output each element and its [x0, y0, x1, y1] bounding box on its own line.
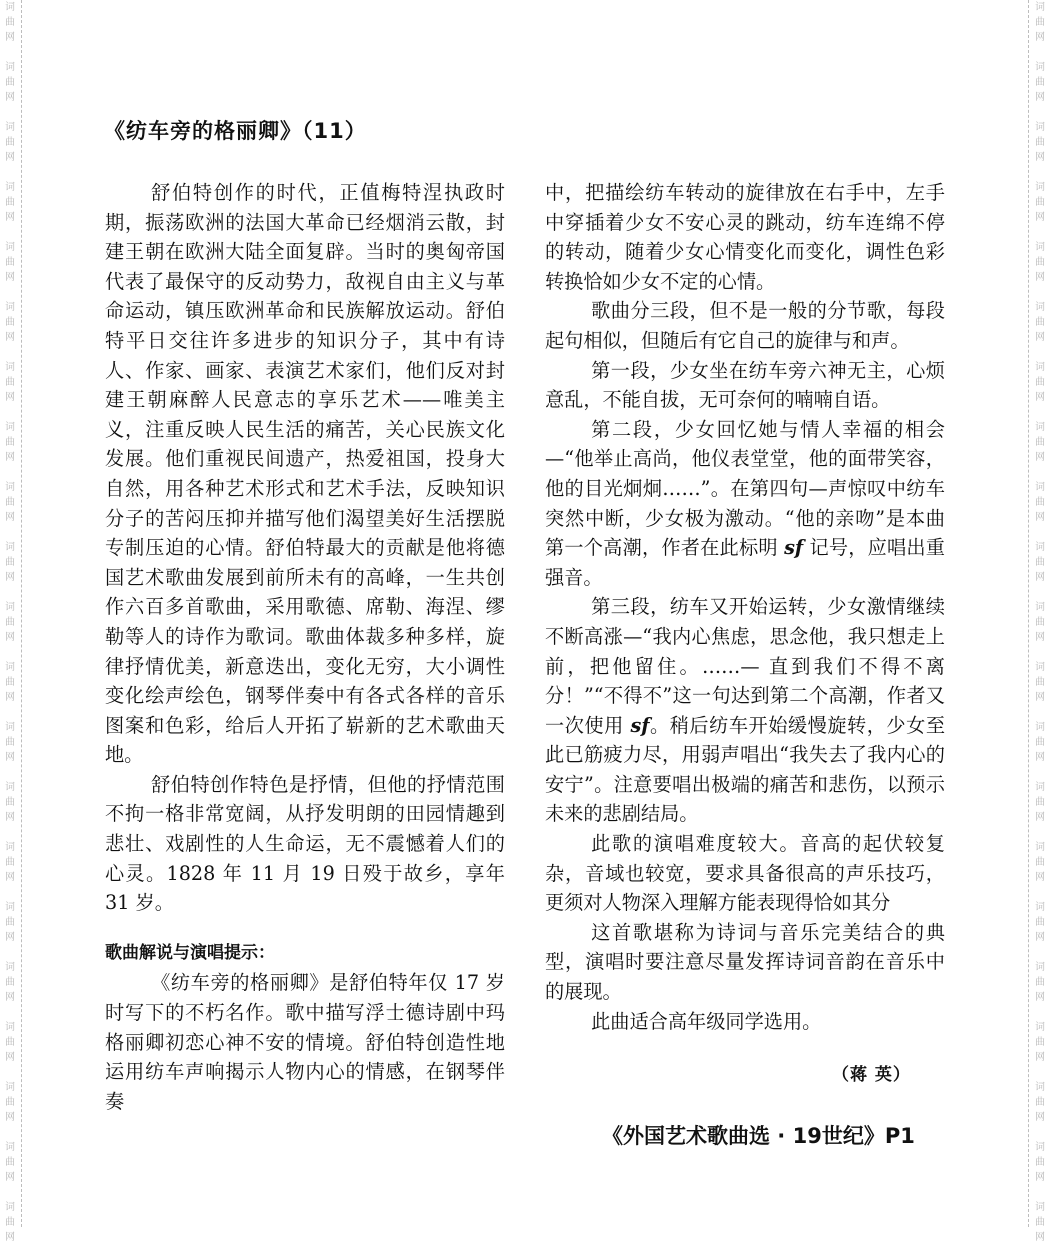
paragraph-difficulty: 此歌的演唱难度较大。音高的起伏较复杂，音域也较宽，要求具备很高的声乐技巧，更须对人物深入理解方能表现得恰如其分: [545, 832, 945, 915]
watermark-char: 曲: [1035, 857, 1045, 868]
watermark-char: 词: [5, 362, 15, 373]
watermark-item: [1032, 300, 1048, 345]
watermark-char: 网: [5, 1112, 15, 1123]
watermark-item: [2, 60, 18, 105]
watermark-char: 曲: [5, 917, 15, 928]
watermark-char: 词: [5, 1082, 15, 1093]
paragraph-section-one: 第一段，少女坐在纺车旁六神无主，心烦意乱，不能自拔，无可奈何的喃喃自语。: [545, 358, 945, 412]
watermark-char: 网: [1035, 932, 1045, 943]
watermark-char: 网: [1035, 1052, 1045, 1063]
watermark-char: 网: [5, 692, 15, 703]
watermark-item: [2, 1200, 18, 1245]
watermark-char: 曲: [5, 77, 15, 88]
watermark-char: 词: [5, 542, 15, 553]
watermark-char: 曲: [1035, 1217, 1045, 1228]
watermark-char: 网: [1035, 632, 1045, 643]
watermark-char: 词: [1035, 242, 1045, 253]
sf-mark-2: sf: [630, 713, 650, 737]
watermark-item: [2, 180, 18, 225]
watermark-item: [1032, 1140, 1048, 1185]
left-margin-rule: [21, 0, 22, 1227]
watermark-item: [1032, 1200, 1048, 1245]
watermark-char: 曲: [5, 977, 15, 988]
watermark-char: 曲: [1035, 137, 1045, 148]
watermark-char: 词: [5, 2, 15, 13]
watermark-item: [2, 300, 18, 345]
watermark-char: 曲: [5, 737, 15, 748]
watermark-item: [2, 600, 18, 645]
watermark-item: [1032, 120, 1048, 165]
watermark-char: 网: [1035, 992, 1045, 1003]
watermark-char: 网: [5, 332, 15, 343]
watermark-item: [1032, 360, 1048, 405]
watermark-item: [2, 360, 18, 405]
paragraph-section-three: [545, 592, 945, 829]
watermark-char: 网: [5, 752, 15, 763]
watermark-item: [1032, 1020, 1048, 1065]
watermark-char: 词: [5, 422, 15, 433]
paragraph-style: 舒伯特创作特色是抒情，但他的抒情范围不拘一格非常宽阔，从抒发明朗的田园情趣到悲壮、戏剧性的人生命运，无不震憾着人们的心灵。1828 年 11 月 19 日殁于故乡，享年 31 岁。: [105, 772, 505, 915]
watermark-char: 词: [1035, 662, 1045, 673]
watermark-char: 曲: [5, 1157, 15, 1168]
watermark-char: 网: [5, 92, 15, 103]
paragraph-continued: 中，把描绘纺车转动的旋律放在右手中，左手中穿插着少女不安心灵的跳动，纺车连绵不停的转动，随着少女心情变化而变化，调性色彩转换恰如少女不定的心情。: [545, 181, 945, 293]
watermark-char: 词: [1035, 722, 1045, 733]
watermark-char: 词: [5, 902, 15, 913]
watermark-char: 网: [1035, 272, 1045, 283]
watermark-char: 网: [1035, 692, 1045, 703]
watermark-char: 词: [1035, 1142, 1045, 1153]
watermark-char: 网: [1035, 1112, 1045, 1123]
watermark-item: [1032, 480, 1048, 525]
watermark-char: 曲: [5, 1217, 15, 1228]
watermark-char: 曲: [5, 557, 15, 568]
watermark-char: 曲: [5, 437, 15, 448]
watermark-char: 词: [5, 62, 15, 73]
book-footer: 《外国艺术歌曲选 · 19世纪》P1: [602, 1124, 915, 1148]
watermark-char: 词: [1035, 122, 1045, 133]
watermark-item: [1032, 720, 1048, 765]
watermark-item: [1032, 180, 1048, 225]
watermark-char: 网: [5, 1232, 15, 1243]
watermark-char: 曲: [1035, 17, 1045, 28]
watermark-char: 曲: [5, 1097, 15, 1108]
watermark-char: 网: [1035, 752, 1045, 763]
watermark-char: 网: [5, 872, 15, 883]
watermark-item: [2, 540, 18, 585]
watermark-char: 词: [5, 1202, 15, 1213]
watermark-char: 词: [1035, 182, 1045, 193]
watermark-char: 词: [1035, 1082, 1045, 1093]
watermark-char: 网: [1035, 92, 1045, 103]
watermark-char: 网: [1035, 572, 1045, 583]
watermark-item: [1032, 840, 1048, 885]
watermark-item: [2, 120, 18, 165]
watermark-char: 曲: [5, 17, 15, 28]
watermark-item: [2, 0, 18, 45]
watermark-char: 曲: [5, 257, 15, 268]
right-margin-rule: [1028, 0, 1029, 1227]
watermark-char: 词: [1035, 62, 1045, 73]
watermark-char: 网: [5, 152, 15, 163]
watermark-char: 曲: [1035, 437, 1045, 448]
watermark-char: 网: [5, 812, 15, 823]
watermark-char: 网: [1035, 1172, 1045, 1183]
watermark-item: [1032, 780, 1048, 825]
watermark-char: 曲: [1035, 1097, 1045, 1108]
paragraph-intro: 舒伯特创作的时代，正值梅特涅执政时期，振荡欧洲的法国大革命已经烟消云散，封建王朝在欧洲大陆全面复辟。当时的奥匈帝国代表了最保守的反动势力，敌视自由主义与革命运动，镇压欧洲革命和民族解放运动。舒伯特平日交往许多进步的知识分子，其中有诗人、作家、画家、表演艺术家们，他们反对封建王朝麻醉人民意志的享乐艺术——唯美主义，注重反映人民生活的痛苦，关心民族文化发展。他们重视民间遗产，热爱祖国，投身大自然，用各种艺术形式和艺术手法，反映知识分子的苦闷压抑并描写他们渴望美好生活摆脱专制压迫的心情。舒伯特最大的贡献是他将德国艺术歌曲发展到前所未有的高峰，一生共创作六百多首歌曲，采用歌德、席勒、海涅、缪勒等人的诗作为歌词。歌曲体裁多种多样，旋律抒情优美，新意迭出，变化无穷，大小调性变化绘声绘色，钢琴伴奏中有各式各样的音乐图案和色彩，给后人开拓了崭新的艺术歌曲天地。: [105, 181, 505, 767]
watermark-char: 词: [1035, 2, 1045, 13]
watermark-item: [1032, 1080, 1048, 1125]
watermark-char: 曲: [1035, 557, 1045, 568]
watermark-char: 曲: [1035, 797, 1045, 808]
watermark-char: 网: [5, 512, 15, 523]
watermark-item: [2, 240, 18, 285]
watermark-char: 曲: [5, 857, 15, 868]
watermark-char: 曲: [1035, 77, 1045, 88]
sf-mark: sf: [784, 536, 804, 560]
watermark-char: 词: [1035, 542, 1045, 553]
watermark-char: 曲: [5, 677, 15, 688]
watermark-char: 词: [1035, 782, 1045, 793]
page-title: 《纺车旁的格丽卿》（11）: [104, 119, 367, 143]
watermark-item: [2, 420, 18, 465]
watermark-char: 曲: [1035, 977, 1045, 988]
watermark-item: [1032, 600, 1048, 645]
watermark-char: 词: [1035, 1022, 1045, 1033]
watermark-char: 网: [1035, 152, 1045, 163]
watermark-char: 网: [5, 932, 15, 943]
watermark-char: 网: [1035, 812, 1045, 823]
watermark-item: [2, 960, 18, 1005]
watermark-char: 词: [1035, 422, 1045, 433]
watermark-char: 网: [1035, 872, 1045, 883]
watermark-char: 网: [1035, 332, 1045, 343]
watermark-char: 网: [5, 212, 15, 223]
watermark-char: 词: [1035, 362, 1045, 373]
watermark-char: 网: [1035, 392, 1045, 403]
author-signature: （蒋 英）: [832, 1065, 911, 1085]
watermark-char: 词: [1035, 842, 1045, 853]
watermark-char: 曲: [5, 197, 15, 208]
paragraph-recommendation: 此曲适合高年级同学选用。: [591, 1009, 822, 1033]
paragraph-structure: 歌曲分三段，但不是一般的分节歌，每段起句相似，但随后有它自己的旋律与和声。: [545, 299, 945, 352]
watermark-char: 词: [5, 962, 15, 973]
watermark-item: [2, 720, 18, 765]
paragraph-section-two: [545, 415, 945, 593]
watermark-char: 曲: [1035, 677, 1045, 688]
watermark-item: [2, 1020, 18, 1065]
watermark-char: 曲: [5, 377, 15, 388]
watermark-item: [1032, 0, 1048, 45]
watermark-char: 曲: [1035, 377, 1045, 388]
right-column: [545, 178, 945, 1036]
section-subheading: 歌曲解说与演唱提示：: [105, 942, 275, 963]
watermark-item: [1032, 900, 1048, 945]
watermark-item: [2, 660, 18, 705]
watermark-char: 词: [1035, 902, 1045, 913]
watermark-char: 曲: [5, 617, 15, 628]
watermark-item: [2, 840, 18, 885]
watermark-char: 曲: [5, 317, 15, 328]
watermark-char: 曲: [1035, 737, 1045, 748]
watermark-char: 词: [1035, 1202, 1045, 1213]
watermark-char: 网: [1035, 212, 1045, 223]
section-two-tail: 记号，应唱出重强音。: [545, 536, 945, 589]
watermark-item: [1032, 960, 1048, 1005]
watermark-char: 网: [5, 992, 15, 1003]
watermark-char: 词: [5, 1142, 15, 1153]
watermark-char: 网: [5, 272, 15, 283]
watermark-char: 词: [1035, 482, 1045, 493]
watermark-char: 曲: [1035, 1157, 1045, 1168]
watermark-char: 网: [5, 32, 15, 43]
section-two-text: 第二段，少女回忆她与情人幸福的相会—“他举止高尚，他仪表堂堂，他的面带笑容，他的目光炯炯……”。在第四句—声惊叹中纺车突然中断，少女极为激动。“他的亲吻”是本曲第一个高潮，作者在此标明: [545, 417, 945, 560]
left-column: [105, 178, 505, 1116]
watermark-char: 网: [1035, 452, 1045, 463]
watermark-char: 曲: [1035, 317, 1045, 328]
watermark-item: [2, 780, 18, 825]
watermark-item: [1032, 660, 1048, 705]
watermark-char: 词: [5, 182, 15, 193]
watermark-char: 网: [5, 1172, 15, 1183]
watermark-char: 网: [5, 632, 15, 643]
watermark-char: 网: [5, 452, 15, 463]
watermark-char: 曲: [5, 497, 15, 508]
watermark-item: [2, 480, 18, 525]
watermark-item: [1032, 240, 1048, 285]
watermark-char: 曲: [1035, 197, 1045, 208]
watermark-char: 词: [5, 662, 15, 673]
watermark-char: 曲: [1035, 617, 1045, 628]
watermark-char: 词: [5, 1022, 15, 1033]
watermark-char: 词: [5, 722, 15, 733]
watermark-char: 词: [5, 842, 15, 853]
watermark-char: 词: [5, 602, 15, 613]
watermark-char: 曲: [1035, 917, 1045, 928]
paragraph-explanation: 《纺车旁的格丽卿》是舒伯特年仅 17 岁时写下的不朽名作。歌中描写浮士德诗剧中玛格丽卿初恋心神不安的情境。舒伯特创造性地运用纺车声响揭示人物内心的情感，在钢琴伴奏: [105, 971, 505, 1113]
watermark-char: 词: [5, 782, 15, 793]
watermark-item: [1032, 60, 1048, 105]
watermark-char: 曲: [5, 797, 15, 808]
watermark-char: 网: [1035, 1232, 1045, 1243]
watermark-char: 词: [5, 302, 15, 313]
watermark-char: 词: [1035, 302, 1045, 313]
watermark-char: 曲: [1035, 497, 1045, 508]
watermark-item: [1032, 540, 1048, 585]
watermark-char: 词: [1035, 602, 1045, 613]
paragraph-typical: 这首歌堪称为诗词与音乐完美结合的典型，演唱时要注意尽量发挥诗词音韵在音乐中的展现。: [545, 920, 945, 1004]
watermark-item: [1032, 420, 1048, 465]
watermark-char: 网: [1035, 32, 1045, 43]
watermark-item: [2, 1080, 18, 1125]
watermark-char: 网: [5, 392, 15, 403]
watermark-item: [2, 900, 18, 945]
watermark-char: 网: [1035, 512, 1045, 523]
section-three-text: 第三段，纺车又开始运转，少女激情继续不断高涨—“我内心焦虑，思念他，我只想走上前，把他留住。……— 直到我们不得不离分！”“不得不”这一句达到第二个高潮，作者又一次使用: [545, 595, 945, 737]
watermark-char: 网: [5, 1052, 15, 1063]
watermark-char: 曲: [5, 1037, 15, 1048]
watermark-char: 词: [5, 482, 15, 493]
section-three-tail: 。稍后纺车开始缓慢旋转，少女至此已筋疲力尽，用弱声唱出“我失去了我内心的安宁”。注意要唱出极端的痛苦和悲伤，以预示未来的悲剧结局。: [545, 713, 946, 826]
watermark-char: 词: [5, 242, 15, 253]
watermark-char: 曲: [5, 137, 15, 148]
watermark-char: 曲: [1035, 257, 1045, 268]
watermark-char: 曲: [1035, 1037, 1045, 1048]
watermark-char: 词: [1035, 962, 1045, 973]
watermark-item: [2, 1140, 18, 1185]
watermark-char: 词: [5, 122, 15, 133]
watermark-char: 网: [5, 572, 15, 583]
